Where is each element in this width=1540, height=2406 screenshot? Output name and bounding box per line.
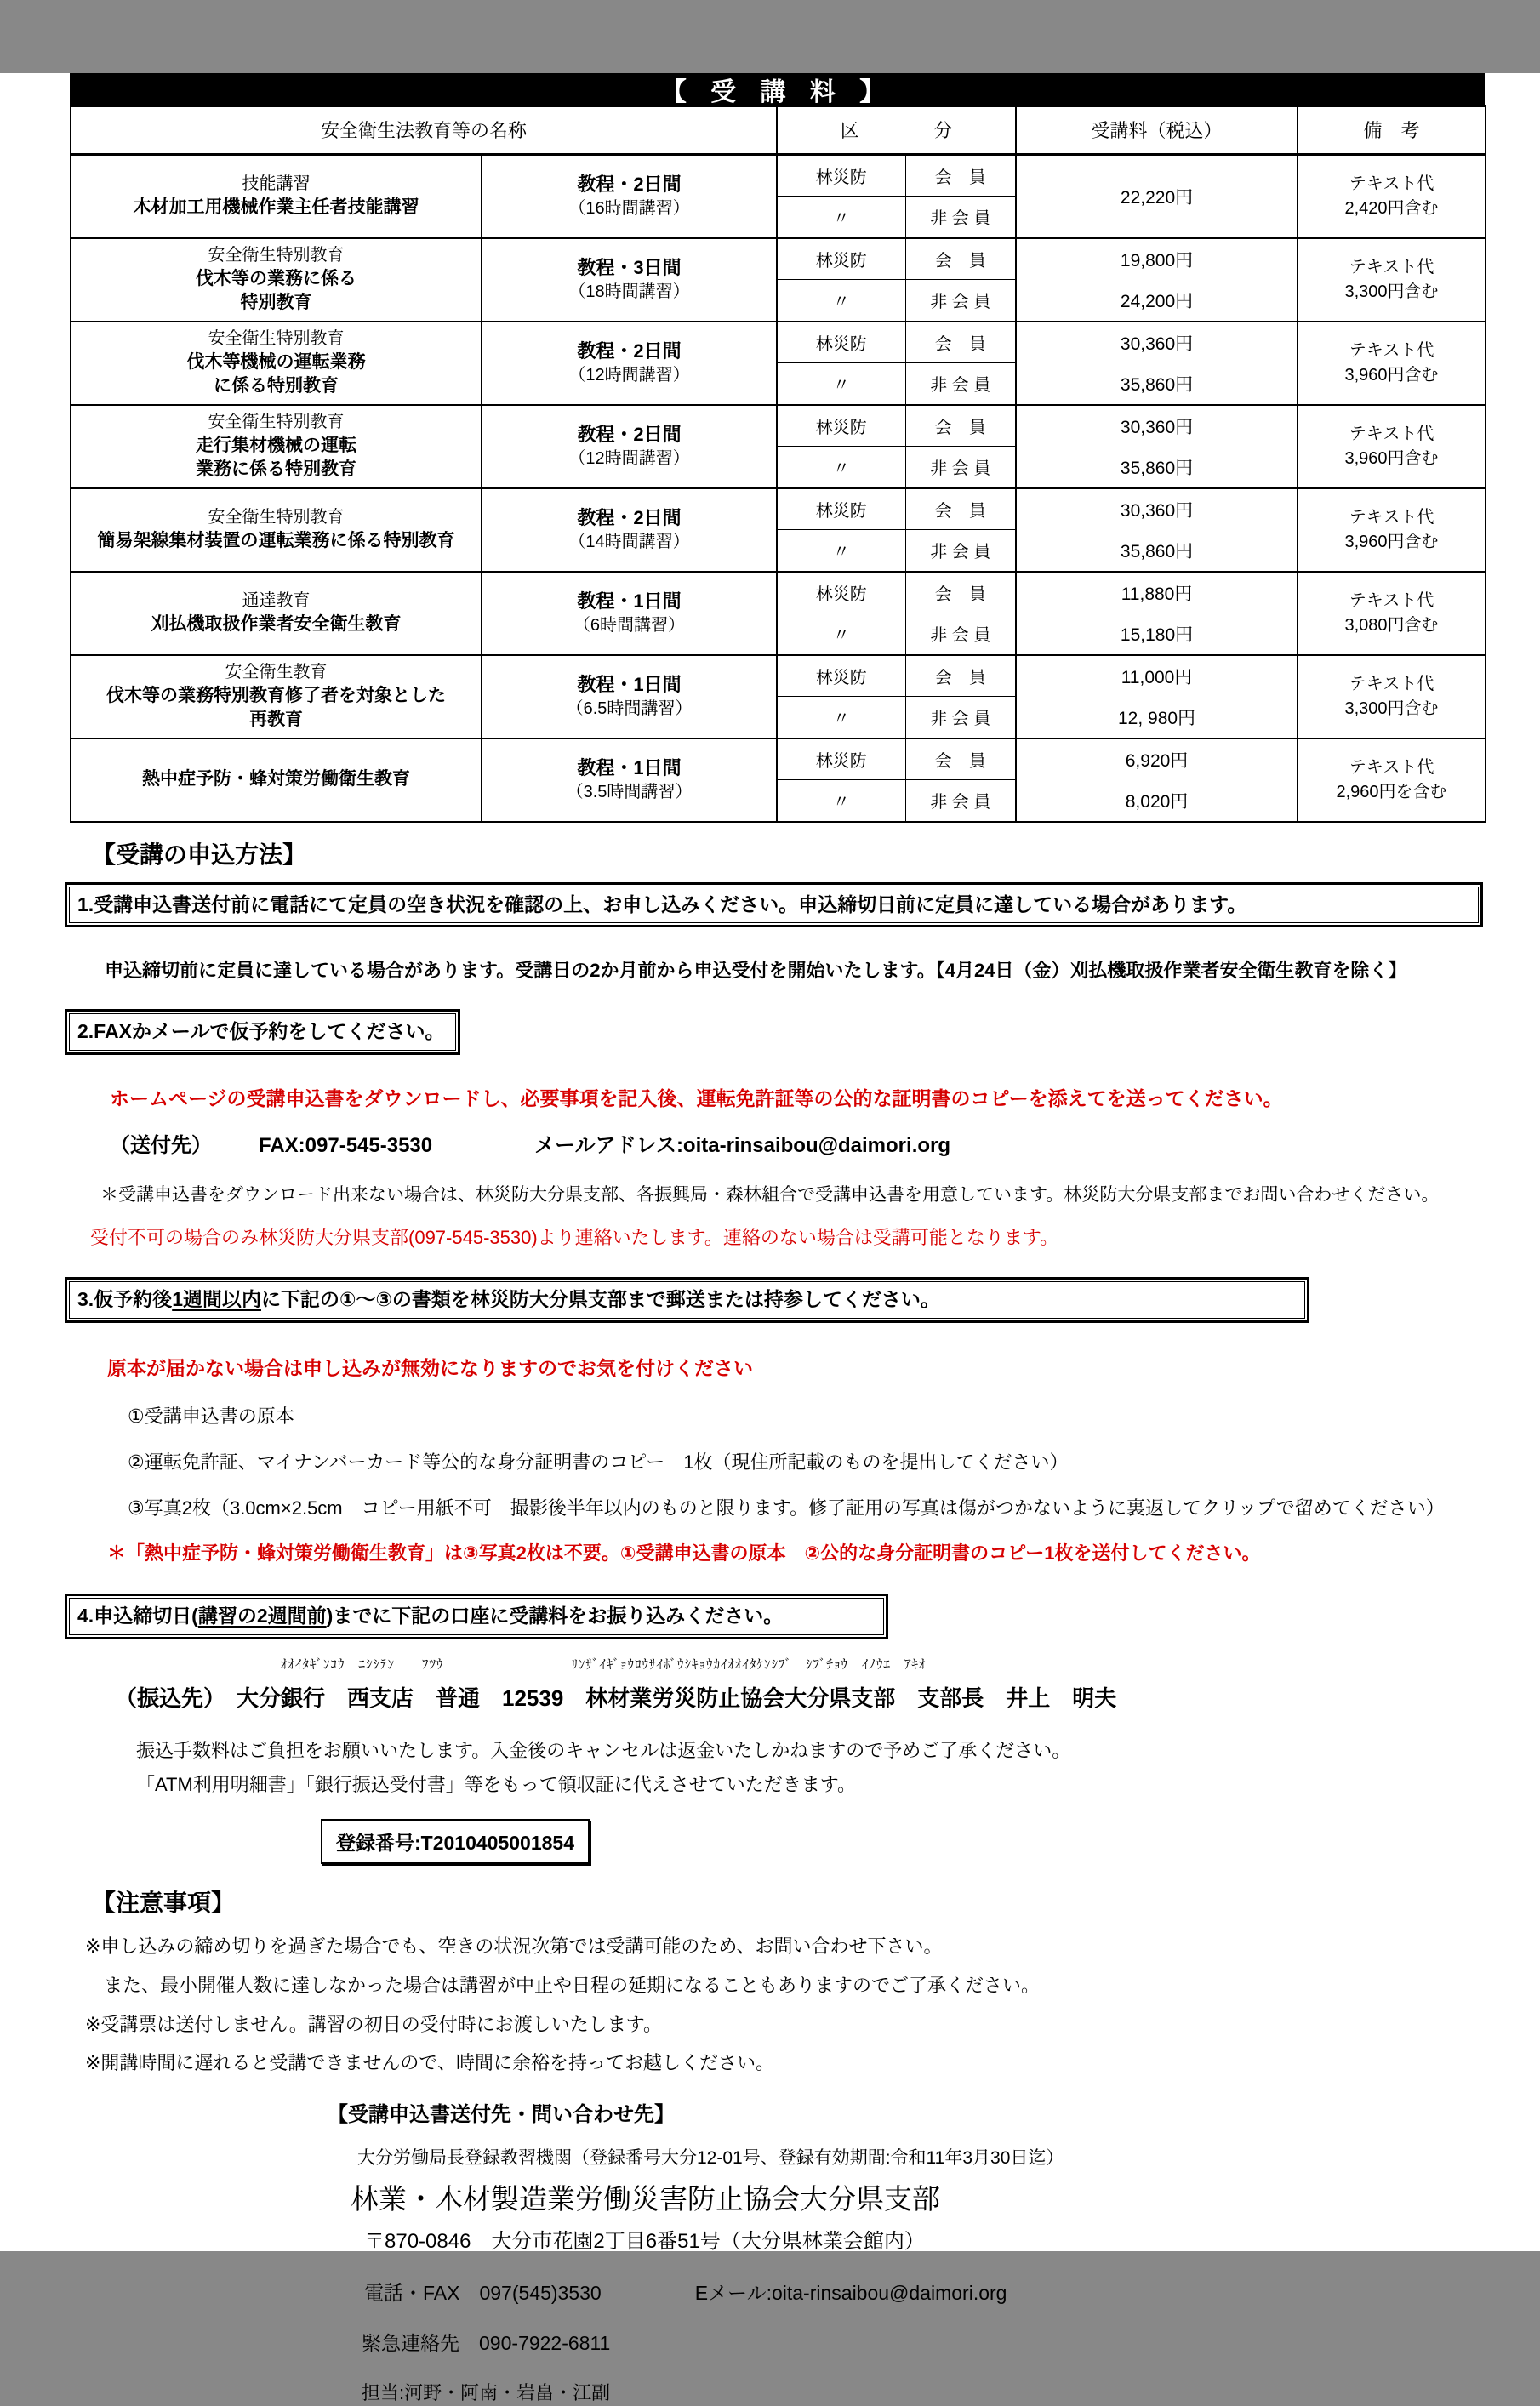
step2-box	[65, 1009, 460, 1055]
course-duration-cell	[482, 488, 777, 572]
course-duration-cell	[482, 154, 777, 238]
note-cell	[1298, 154, 1486, 238]
course-name-line: 熱中症予防・蜂対策労働衛生教育	[142, 769, 410, 790]
bank-furigana-line	[281, 1655, 1540, 1673]
step1-note: 申込締切前に定員に達している場合があります。受講日の2か月前から申込受付を開始いたします。【4月24日（金）刈払機取扱作業者安全衛生教育を除く】	[105, 960, 1407, 982]
course-days-line: 教程・1日間	[577, 590, 682, 613]
course-name-line: 安全衛生特別教育	[208, 328, 345, 348]
step3-box	[65, 1277, 1309, 1323]
course-row	[71, 154, 1486, 196]
note-line: テキスト代	[1349, 424, 1434, 443]
step3-box-underlined-text: 1週間以内	[172, 1288, 261, 1311]
contact-tel-fax: 電話・FAX 097(545)3530	[364, 2281, 602, 2304]
note-cell	[1298, 572, 1486, 655]
course-duration-cell	[482, 655, 777, 738]
step2-note: ＊受講申込書をダウンロード出来ない場合は、林災防大分県支部、各振興局・森林組合で受講申込書を用意しています。林災防大分県支部までお問い合わせください。	[100, 1185, 1440, 1206]
course-hours-line: （14時間講習）	[568, 532, 690, 551]
header-category: 区 分	[777, 106, 1016, 154]
fee-table-header-row	[71, 106, 1486, 154]
fee-cell	[1016, 738, 1298, 822]
course-days-line: 教程・2日間	[577, 507, 682, 529]
fee-value: 35,860円	[1120, 458, 1194, 478]
course-name-line: 再教育	[249, 710, 303, 729]
nonmember-cell: 非 会 員	[905, 697, 1016, 738]
course-name-cell	[71, 405, 482, 488]
step2-red-note: ホームページの受講申込書をダウンロードし、必要事項を記入後、運転免許証等の公的な証明書のコピーを添えてを送ってください。	[110, 1086, 1283, 1109]
course-name-line: 簡易架線集材装置の運転業務に係る特別教育	[97, 530, 455, 550]
step4-box-underlined-text: 講習の2週間前	[197, 1605, 327, 1628]
destination-label: （送付先）	[110, 1134, 212, 1158]
fax-number: FAX:097-545-3530	[259, 1134, 433, 1158]
note-cell	[1298, 322, 1486, 405]
org-ditto-cell: 〃	[777, 697, 905, 738]
org-ditto-cell: 〃	[777, 280, 905, 322]
course-name-line: 安全衛生特別教育	[208, 507, 345, 527]
org-ditto-cell: 〃	[777, 780, 905, 822]
note-line: テキスト代	[1349, 590, 1434, 610]
fee-value: 35,860円	[1120, 374, 1194, 395]
fee-cell	[1016, 655, 1298, 738]
course-name-cell	[71, 488, 482, 572]
note-cell	[1298, 405, 1486, 488]
note-line: テキスト代	[1349, 257, 1434, 277]
course-hours-line: （12時間講習）	[568, 365, 690, 385]
course-hours-line: （6時間講習）	[573, 615, 686, 635]
notes-line: ※申し込みの締め切りを過ぎた場合でも、空きの状況次第では受講可能のため、お問い合わせ下さい。	[85, 1936, 943, 1958]
org-ditto-cell: 〃	[777, 363, 905, 405]
header-note: 備 考	[1298, 106, 1486, 154]
notes-line: また、最小開催人数に達しなかった場合は講習が中止や日程の延期になることもありますのでご了承ください。	[85, 1975, 1041, 1997]
fee-cell	[1016, 238, 1298, 322]
contact-address: 〒870-0846 大分市花園2丁目6番51号（大分県林業会館内）	[364, 2230, 925, 2254]
fee-value: 35,860円	[1120, 541, 1194, 562]
course-duration-cell	[482, 738, 777, 822]
note-line: 3,300円含む	[1344, 282, 1439, 301]
course-days-line: 教程・2日間	[577, 424, 682, 446]
course-row	[71, 405, 1486, 447]
course-name-line: 走行集材機械の運転	[196, 435, 356, 455]
fee-cell	[1016, 322, 1298, 405]
org-ditto-cell: 〃	[777, 613, 905, 655]
membership-cell: 会 員	[905, 655, 1016, 697]
fee-cell	[1016, 572, 1298, 655]
document-page	[0, 73, 1540, 2403]
registration-number-box: 登録番号:T2010405001854	[321, 1819, 590, 1864]
org-cell: 林災防	[777, 488, 905, 530]
nonmember-cell: 非 会 員	[905, 530, 1016, 572]
nonmember-cell: 非 会 員	[905, 280, 1016, 322]
course-name-cell	[71, 322, 482, 405]
nonmember-cell: 非 会 員	[905, 613, 1016, 655]
step1-box	[65, 882, 1483, 928]
contact-emergency: 緊急連絡先 090-7922-6811	[362, 2331, 611, 2354]
course-name-line: 特別教育	[240, 293, 312, 312]
course-name-line: 技能講習	[242, 174, 311, 193]
account-furigana: ﾘﾝｻﾞｲｷﾞｮｳﾛｳｻｲﾎﾞｳｼｷｮｳｶｲｵｵｲﾀｹﾝｼﾌﾞ ｼﾌﾞﾁｮｳ ｲﾉｳｴ ｱｷｵ	[571, 1657, 927, 1673]
fee-value: 6,920円	[1125, 750, 1189, 771]
note-line: 3,960円含む	[1344, 448, 1439, 468]
course-name-line: に係る特別教育	[214, 376, 339, 396]
course-hours-line: （3.5時間講習）	[566, 782, 693, 801]
fee-value: 30,360円	[1120, 500, 1194, 521]
fee-value: 22,220円	[1120, 187, 1194, 208]
note-line: 3,960円含む	[1344, 365, 1439, 385]
course-name-line: 通達教育	[242, 590, 311, 610]
course-name-line: 業務に係る特別教育	[196, 459, 356, 479]
contact-org-name: 林業・木材製造業労働災害防止協会大分県支部	[351, 2182, 940, 2215]
step2-box-text: 2.FAXかメールで仮予約をしてください。	[77, 1020, 445, 1043]
fee-value: 19,800円	[1120, 250, 1194, 271]
step3-item-1: ①受講申込書の原本	[128, 1405, 294, 1428]
notes-line: ※受講票は送付しません。講習の初日の受付時にお渡しいたします。	[85, 2013, 662, 2035]
course-days-line: 教程・2日間	[577, 340, 682, 362]
nonmember-cell: 非 会 員	[905, 447, 1016, 488]
course-name-cell	[71, 655, 482, 738]
apply-section-heading: 【受講の申込方法】	[92, 841, 307, 868]
notes-section-heading: 【注意事項】	[92, 1890, 236, 1917]
org-cell: 林災防	[777, 405, 905, 447]
note-line: テキスト代	[1349, 507, 1434, 527]
contact-heading: 【受講申込書送付先・問い合わせ先】	[328, 2103, 675, 2127]
course-row	[71, 655, 1486, 697]
course-name-cell	[71, 238, 482, 322]
fee-cell	[1016, 405, 1298, 488]
header-fee: 受講料（税込）	[1016, 106, 1298, 154]
contact-staff: 担当:河野・阿南・岩畠・江副	[362, 2381, 611, 2403]
fee-table	[70, 105, 1486, 823]
membership-cell: 会 員	[905, 488, 1016, 530]
contact-block	[0, 2101, 1540, 2405]
course-row	[71, 572, 1486, 613]
course-name-line: 安全衛生特別教育	[208, 245, 345, 265]
note-cell	[1298, 738, 1486, 822]
course-hours-line: （16時間講習）	[568, 198, 690, 218]
note-cell	[1298, 238, 1486, 322]
course-name-line: 伐木等の業務に係る	[196, 268, 356, 288]
fee-value: 24,200円	[1120, 291, 1194, 311]
course-name-cell	[71, 572, 482, 655]
fee-value: 11,880円	[1121, 584, 1193, 604]
bank-note-1: 振込手数料はご負担をお願いいたします。入金後のキャンセルは返金いたしかねますので予めご了承ください。	[136, 1740, 1071, 1762]
course-row	[71, 238, 1486, 280]
step4-box	[65, 1594, 888, 1639]
fee-value: 15,180円	[1120, 624, 1194, 645]
fee-cell	[1016, 488, 1298, 572]
bank-furigana: ｵｵｲﾀｷﾞﾝｺｳ ﾆｼｼﾃﾝ ﾌﾂｳ	[281, 1657, 444, 1673]
fee-value: 12, 980円	[1117, 708, 1196, 728]
course-duration-cell	[482, 238, 777, 322]
note-line: 2,420円含む	[1344, 198, 1439, 218]
course-hours-line: （18時間講習）	[568, 282, 690, 301]
org-cell: 林災防	[777, 238, 905, 280]
contact-registration: 大分労働局長登録教習機関（登録番号大分12-01号、登録有効期間:令和11年3月30日迄）	[357, 2147, 1064, 2168]
step3-item-3: ③写真2枚（3.0cm×2.5cm コピー用紙不可 撮影後半年以内のものと限ります。修了証用の写真は傷がつかないように裏返してクリップで留めてください）	[128, 1497, 1445, 1519]
note-line: テキスト代	[1349, 757, 1434, 777]
fee-value: 30,360円	[1120, 417, 1194, 437]
org-cell: 林災防	[777, 322, 905, 363]
course-name-line: 木材加工用機械作業主任者技能講習	[133, 197, 419, 217]
course-name-line: 刈払機取扱作業者安全衛生教育	[151, 613, 402, 634]
note-line: テキスト代	[1349, 174, 1434, 193]
course-name-line: 伐木等機械の運転業務	[186, 351, 366, 372]
step4-box-text: 4.申込締切日(	[77, 1605, 198, 1628]
header-course-name: 安全衛生法教育等の名称	[71, 106, 777, 154]
step2-red-note2: 受付不可の場合のみ林災防大分県支部(097-545-3530)より連絡いたします。連絡のない場合は受講可能となります。	[90, 1226, 1059, 1248]
step3-item-2: ②運転免許証、マイナンバーカード等公的な身分証明書のコピー 1枚（現住所記載のものを提出してください）	[128, 1451, 1069, 1474]
course-days-line: 教程・3日間	[577, 257, 682, 279]
fee-value: 11,000円	[1121, 667, 1193, 687]
note-cell	[1298, 488, 1486, 572]
course-name-cell	[71, 154, 482, 238]
org-ditto-cell: 〃	[777, 447, 905, 488]
email-address: メールアドレス:oita-rinsaibou@daimori.org	[534, 1134, 951, 1158]
nonmember-cell: 非 会 員	[905, 196, 1016, 237]
note-line: テキスト代	[1349, 340, 1434, 360]
org-ditto-cell: 〃	[777, 530, 905, 572]
course-row	[71, 738, 1486, 780]
fee-table-title: 【 受 講 料 】	[660, 78, 894, 106]
course-name-line: 安全衛生教育	[225, 662, 328, 681]
course-hours-line: （6.5時間講習）	[566, 698, 693, 718]
step1-box-text: 1.受講申込書送付前に電話にて定員の空き状況を確認の上、お申し込みください。申込締切日前に定員に達している場合があります。	[77, 892, 1247, 915]
fee-cell	[1016, 154, 1298, 238]
note-line: 3,300円含む	[1344, 698, 1439, 718]
membership-cell: 会 員	[905, 238, 1016, 280]
membership-cell: 会 員	[905, 322, 1016, 363]
org-cell: 林災防	[777, 572, 905, 613]
org-cell: 林災防	[777, 655, 905, 697]
course-name-cell	[71, 738, 482, 822]
course-days-line: 教程・1日間	[577, 674, 682, 696]
note-cell	[1298, 655, 1486, 738]
membership-cell: 会 員	[905, 572, 1016, 613]
step3-red-note2: ＊「熱中症予防・蜂対策労働衛生教育」は③写真2枚は不要。①受講申込書の原本 ②公的な身分証明書のコピー1枚を送付してください。	[107, 1542, 1261, 1565]
notes-line: ※開講時間に遅れると受講できませんので、時間に余裕を持ってお越しください。	[85, 2052, 774, 2074]
nonmember-cell: 非 会 員	[905, 363, 1016, 405]
membership-cell: 会 員	[905, 154, 1016, 196]
fee-value: 30,360円	[1120, 334, 1194, 354]
step3-red-note: 原本が届かない場合は申し込みが無効になりますのでお気を付けください	[107, 1357, 753, 1380]
course-duration-cell	[482, 405, 777, 488]
fee-table-title-bar	[70, 73, 1485, 105]
course-name-line: 伐木等の業務特別教育修了者を対象とした	[106, 685, 446, 705]
org-cell: 林災防	[777, 154, 905, 196]
note-line: テキスト代	[1349, 674, 1434, 693]
membership-cell: 会 員	[905, 738, 1016, 780]
course-name-line: 安全衛生特別教育	[208, 412, 345, 431]
nonmember-cell: 非 会 員	[905, 780, 1016, 822]
org-cell: 林災防	[777, 738, 905, 780]
step2-destination-line	[110, 1132, 1540, 1160]
note-line: 3,960円含む	[1344, 532, 1439, 551]
course-row	[71, 488, 1486, 530]
note-line: 2,960円を含む	[1336, 782, 1447, 801]
contact-email: Eメール:oita-rinsaibou@daimori.org	[694, 2281, 1007, 2304]
bank-account-line: （振込先） 大分銀行 西支店 普通 12539 林材業労災防止協会大分県支部 支部長 井上 明夫	[115, 1685, 1117, 1712]
course-days-line: 教程・1日間	[577, 757, 682, 779]
contact-tel-line	[364, 2280, 1540, 2306]
course-row	[71, 322, 1486, 363]
note-line: 3,080円含む	[1344, 615, 1439, 635]
step4-box-text-tail: )までに下記の口座に受講料をお振り込みください。	[326, 1605, 784, 1628]
membership-cell: 会 員	[905, 405, 1016, 447]
course-duration-cell	[482, 572, 777, 655]
course-hours-line: （12時間講習）	[568, 448, 690, 468]
step3-box-text: 3.仮予約後	[77, 1288, 173, 1311]
org-ditto-cell: 〃	[777, 196, 905, 237]
bank-note-2: 「ATM利用明細書」「銀行振込受付書」等をもって領収証に代えさせていただきます。	[136, 1773, 857, 1795]
step3-box-text-tail: に下記の①～③の書類を林災防大分県支部まで郵送または持参してください。	[260, 1288, 940, 1311]
fee-value: 8,020円	[1125, 791, 1189, 812]
course-duration-cell	[482, 322, 777, 405]
course-days-line: 教程・2日間	[577, 174, 682, 196]
